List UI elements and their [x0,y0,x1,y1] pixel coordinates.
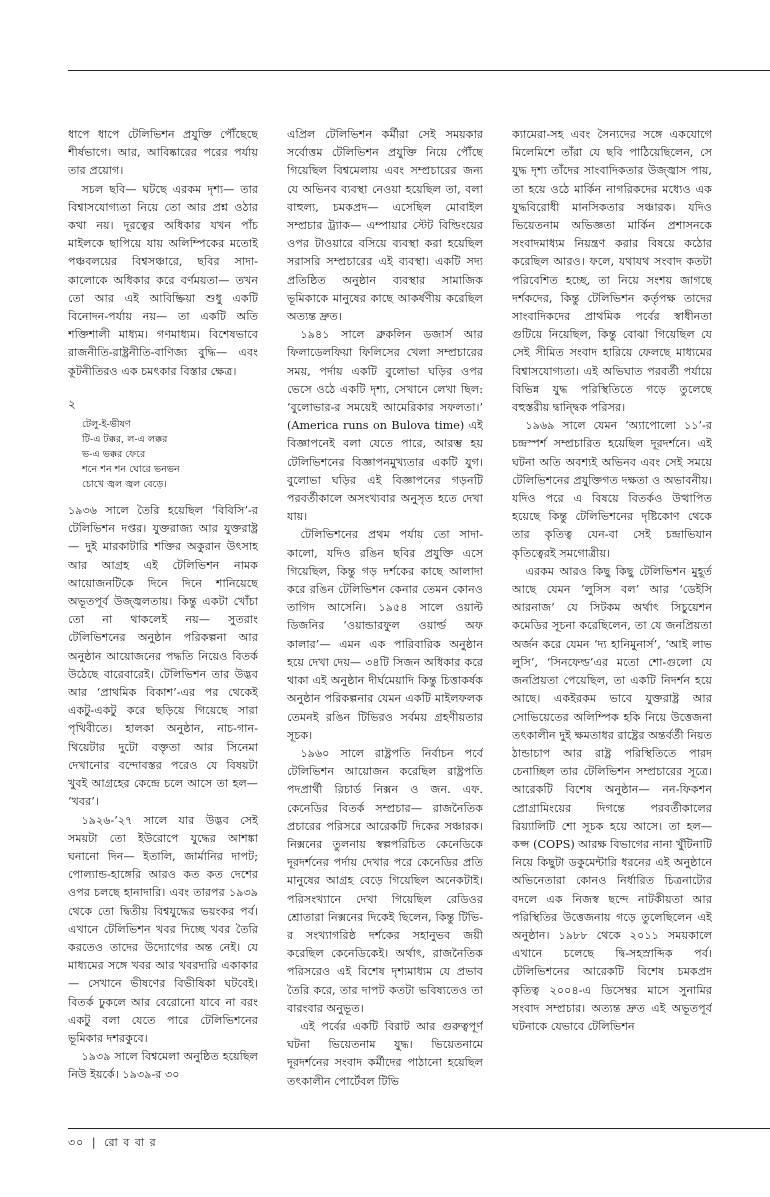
magazine-name: রো ব বা র [104,1136,157,1149]
verse-line: ভ-এ ভক্কর ফেরে [82,449,146,461]
paragraph: ধাপে ধাপে টেলিভিশন প্রযুক্তি পৌঁছেছে শীর্ষভাগে। আর, আবিষ্কারের পরের পর্যায় তার প্রয়োগ। [68,128,258,178]
footer-rule [68,1128,770,1129]
paragraph: এই পর্বের একটি বিরাট আর গুরুত্বপূর্ণ ঘটনা ভিয়েতনাম যুদ্ধ। ভিয়েতনামে দূরদর্শনের সংবাদ কর্মীদের পাঠানো হয়েছিল তৎকালীন পোর্টেবল টিভি [287,1019,483,1088]
verse-line: শনে শন শন ঘোরে ভনভন [82,464,180,476]
paragraph: ১৯২৬-’২৭ সালে যার উদ্ভব সেই সময়টা তো ইউরোপে যুদ্ধের আশঙ্কা ঘনানো দিন— ইতালি, জার্মানির দাপট; পোল্যান্ড-হাঙ্গেরি আরও কত কত দেশের ওপর চলছে হানাদারি। এবং তারপর ১৯৩৯ থেকে তো দ্বিতীয় বিশ্বযুদ্ধের ভয়ংকর পর্ব। এখানে টেলিভিশন খবর দিচ্ছে খবর তৈরি করতেও তাদের উদ্যোগের অন্ত নেই। যে মাধ্যমের সঙ্গে খবর আর খবরদারি একাকার— সেখানে ভীষণের বিভীষিকা ঘটবেই। বিতর্ক ঢুকলে আর বেরোনো যাবে না বরং একটু বলা যেতে পারে টেলিভিশনের ভূমিকার দশরকুবে। [68,813,258,1045]
paragraph: এপ্রিল টেলিভিশন কর্মীরা সেই সময়কার সর্বোত্তম টেলিভিশন প্রযুক্তি নিয়ে পৌঁছে গিয়েছিল বিশ্বমেলায় এবং সম্প্রচারের জন্য যে অভিনব ব্যবস্থা নেওয়া হয়েছিল তা, বলা বাহুল্য, চমকপ্রদ— এসেছিল মোবাইল সম্প্রচার ট্র্যাক— এম্পায়ার স্টেট বিল্ডিংয়ের ওপর টাওয়ারে বসিয়ে ব্যবস্থা করা হয়েছিল সরাসরি সম্প্রচারের এই ব্যবস্থা। একটি সদ্য প্রতিষ্ঠিত অনুষ্ঠান ব্যবস্থার সামাজিক ভূমিকাকে মানুষের কাছে আকর্ষণীয় করেছিল অত্যন্ত দ্রুত। [287,128,483,324]
paragraph: ১৯৪১ সালে ব্রুকলিন ডজার্স আর ফিলাডেলফিয়া ফিলিসের খেলা সম্প্রচারের সময়, পর্দায় একটি বুলোভা ঘড়ির ওপর ভেসে ওঠে একটি দৃশ্য, সেখানে লেখা ছিল: ‘বুলোভার-র সময়েই আমেরিকার সফলতা।’ (America runs on Bulova time) এই বিজ্ঞাপনেই বলা যেতে পারে, আরম্ভ হয় টেলিভিশনের বিজ্ঞাপনমুখ্যতার একটি যুগ। বুলোভা ঘড়ির এই বিজ্ঞাপনের গড়নটি পরবর্তীকালে অসংখ্যবার অনুসৃত হতে দেখা যায়। [287,328,483,524]
paragraph: টেলিভিশনের প্রথম পর্যায় তো সাদা-কালো, যদিও রঙিন ছবির প্রযুক্তি এসে গিয়েছিল, কিন্তু গড় দর্শকের কাছে আলাদা করে রঙিন টেলিভিশন কেনার তেমন কোনও তাগিদ আসেনি। ১৯৫৪ সালে ওয়াল্ট ডিজনির ‘ওয়ান্ডারফুল ওয়ার্ল্ড অফ কালার’— এমন এক পারিবারিক অনুষ্ঠান হয়ে দেখা দেয়— ৩৪টি সিজন অধিকার করে থাকা এই অনুষ্ঠান দীর্ঘমেয়াদি কিন্তু চিত্তাকর্ষক অনুষ্ঠান পরিকল্পনার যেমন একটি মাইলফলক তেমনই রঙিন টিভিরও সর্বময় গ্রহণীয়তার সূচক। [287,528,483,742]
column-1 [68,126,258,1116]
page-number: ৩০ [68,1136,85,1149]
paragraph: ১৯৩৯ সালে বিশ্বমেলা অনুষ্ঠিত হয়েছিল নিউ ইয়র্কে। ১৯৩৯-র ৩০ [68,1050,258,1082]
page-footer [68,1134,157,1153]
column-3 [512,126,712,1116]
paragraph: সচল ছবি— ঘটছে এরকম দৃশ্য— তার বিশ্বাসযোগ্যতা নিয়ে তো আর প্রশ্ন ওঠার কথা নয়। দূরত্বের অধিকার যখন পাঁচ মাইলকে ছাপিয়ে যায় অলিম্পিকের মতোই পঞ্চবলয়ের বিশ্বসঞ্চারে, ছবির সাদা-কালোকে অধিকার করে বর্ণময়তা— তখন তো আর এই আবিষ্ক্রিয়া শুধু একটি বিনোদন-পর্যায় নয়— তা একটি অতি শক্তিশালী মাধ্যম। গণমাধ্যম। বিশেষভাবে রাজনীতি-রাষ্ট্রনীতি-বাণিজ্য বুদ্ধি— এবং কূটনীতিরও এক চমৎকার বিস্তার ক্ষেত্র। [68,182,258,378]
paragraph: ১৯৬০ সালে রাষ্ট্রপতি নির্বাচন পর্বে টেলিভিশন আয়োজন করেছিল রাষ্ট্রপতি পদপ্রার্থী রিচার্ড নিক্সন ও জন. এফ. কেনেডির বিতর্ক সম্প্রচার— রাজনৈতিক প্রচারের পরিসরে আরেকটি দিকের সঞ্চারক। নিক্সনের তুলনায় স্বল্পপরিচিত কেনেডিকে দূরদর্শনের পর্দায় দেখার পরে কেনেডির প্রতি মানুষের আগ্রহ বেড়ে গিয়েছিল অনেকটাই। পরিসংখ্যানে দেখা গিয়েছিল রেডিওর শ্রোতারা নিক্সনের দিকেই ছিলেন, কিন্তু টিভি-র সংখ্যাগরিষ্ঠ দর্শকের সহানুভব জয়ী করেছিল কেনেডিকেই। অর্থাৎ, রাজনৈতিক পরিসরেও এই বিশেষ দৃশ্যমাধ্যম যে প্রভাব তৈরি করে, তার দাপট কতটা ভবিষ্যতেও তা বারংবার অনুভূত। [287,746,483,1015]
verse-block [82,417,258,492]
verse-line: টি-এ টক্কর, ল-এ লক্কর [82,434,168,446]
footer-separator: | [91,1136,97,1149]
section-number: ২ [68,396,76,411]
paragraph: এরকম আরও কিছু কিছু টেলিভিশন মুহূর্ত আছে যেমন ‘লুসিস বল’ আর ‘ডেইসি আরনাজ’ যে সিটকম অর্থাৎ সিচুয়েশন কমেডির সূচনা করেছিলেন, তা যে জনপ্রিয়তা অর্জন করে যেমন ‘দ্য হানিমুনার্স’, ‘আই লাভ লুসি’, ‘সিনফেল্ড’এর মতো শো-গুলো যে জনপ্রিয়তা পেয়েছিল, তা একটি নিদর্শন হয়ে আছে। একইরকম ভাবে যুক্তরাষ্ট্র আর সোভিয়েতের অলিম্পিক হকি নিয়ে উত্তেজনা তৎকালীন দুই ক্ষমতাধর রাষ্ট্রের অন্তর্বর্তী নিয়ত ঠান্ডাচাপ আর রাষ্ট্র পরিস্থিতিতে পারদ চেনাচ্ছিল তার টেলিভিশন সম্প্রচারের সূত্রে। আরেকটি বিশেষ অনুষ্ঠান— নন-ফিকশন প্রোগ্রামিংয়ের দিগন্তে পরবর্তীকালের রিয়্যালিটি শো সূচক হয়ে আসে। তা হল— কপ্স (COPS) আরক্ষ বিভাগের নানা খুঁটিনাটি নিয়ে কিছুটা ডকুমেন্টারি ধরনের এই অনুষ্ঠানে অভিনেতারা কোনও নির্ধারিত চিত্রনাট্যের বদলে এক নিজস্ব ছন্দে নাটকীয়তা আর পরিস্থিতির উত্তেজনায় গড়ে তুলেছিলেন এই অনুষ্ঠান। ১৯৮৮ থেকে ২০১১ সময়কালে এখানে চলেছে দ্বি-সহস্রাব্দিক পর্ব। টেলিভিশনের আরেকটি বিশেষ চমকপ্রদ কৃতিত্ব ২০০৪-এ ডিসেম্বর মাসে সুনামির সংবাদ সম্প্রচার। অত্যন্ত দ্রুত এই অভূতপূর্ব ঘটনাকে যেভাবে টেলিভিশন [512,564,712,1033]
verse-line: টেলু-ই-ভীষণ [82,419,131,431]
column-2 [287,126,483,1116]
header-rule [68,70,770,71]
paragraph: ক্যামেরা-সহ এবং সৈন্যদের সঙ্গে একযোগে মিলেমিশে তাঁরা যে ছবি পাঠিয়েছিলেন, সে যুদ্ধ দৃশ্য তাঁদের সাংবাদিকতার উজ্জ্বাস পায়, তা হয়ে ওঠে মার্কিন নাগরিকদের মধ্যেও এক যুদ্ধবিরোধী মানসিকতার সঞ্চারক। যদিও ভিয়েতনাম অভিজ্ঞতা মার্কিন প্রশাসনকে সংবাদমাধ্যম নিয়ন্ত্রণ করার বিষয়ে কঠোর করেছিল আরও। ফলে, যথাযথ সংবাদ কতটা পরিবেশিত হচ্ছে, তা নিয়ে সংশয় জাগছে দর্শকদের, কিন্তু টেলিভিশন কর্তৃপক্ষ তাদের সাংবাদিকদের প্রাথমিক পর্বের স্বাধীনতা গুটিয়ে নিয়েছিল, কিন্তু বোঝা গিয়েছিল যে সেই সীমিত সংবাদ হারিয়ে ফেলছে মাধ্যমের বিশ্বাসযোগ্যতা। এই অভিঘাত পরবর্তী পর্যায়ে বিভিন্ন যুদ্ধ পরিস্থিতিতে গড়ে তুলেছে বহুস্তরীয় দ্বান্দ্বিক পরিসর। [512,128,712,415]
paragraph: ১৯৩৬ সালে তৈরি হয়েছিল ‘বিবিসি’-র টেলিভিশন দপ্তর। যুক্তরাজ্য আর যুক্তরাষ্ট্র— দুই মারকাটারি শক্তির অকুরান উৎসাহ আর আগ্রহ এই টেলিভিশন নামক আয়োজনটিকে দিনে দিনে শানিয়েছে অভূতপূর্ব উজ্জ্বলতায়। কিন্তু একটা খোঁচা তো না থাকলেই নয়— সুতরাং টেলিভিশনের অনুষ্ঠান পরিকল্পনা আর অনুষ্ঠান আয়োজনের পদ্ধতি নিয়েও বিতর্ক উঠেছে বারেবারেই। টেলিভিশন তার উদ্ভব আর ‘প্রাথমিক বিকাশ’-এর পর থেকেই একটু-একটু করে ছড়িয়ে গিয়েছে সারা পৃথিবীতে। হালকা অনুষ্ঠান, নাচ-গান-থিয়েটার দুটো বক্তৃতা আর সিনেমা দেখানোর বন্দোবস্তর পরেও যে বিষয়টা খুবই আগ্রহের কেন্দ্রে চলে আসে তা হল— ‘খবর’। [68,504,258,809]
verse-line: চোখে জ্বল জ্বল বেড়ে। [82,479,167,491]
paragraph: ১৯৬৯ সালে যেমন ‘অ্যাপোলো ১১’-র চন্দ্রস্পর্শ সম্প্রচারিত হয়েছিল দূরদর্শনে। এই ঘটনা অতি অবশ্যই অভিনব এবং সেই সময়ে টেলিভিশনের প্রযুক্তিগত দক্ষতা ও অভাবনীয়। যদিও পরে এ বিষয়ে বিতর্কও উত্থাপিত হয়েছে কিন্তু টেলিভিশনের দৃষ্টিকোণ থেকে তার কৃতিত্ব যেন-বা সেই চন্দ্রাভিযান কৃতিত্বেরই সমগোত্রীয়। [512,419,712,560]
